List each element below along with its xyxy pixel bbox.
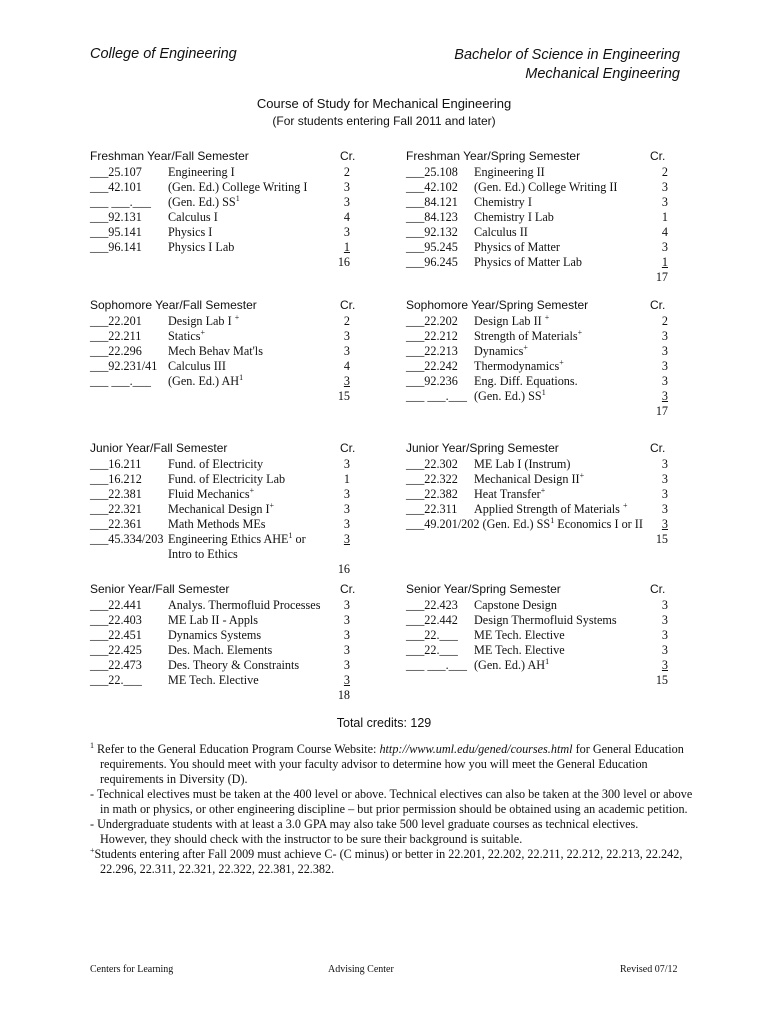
semester-freshman-fall [90, 149, 380, 270]
note-grad-courses-cont: However, they should check with the instructor to be sure their background is suitable. [100, 832, 523, 846]
semester-title: Sophomore Year/Fall Semester [90, 298, 257, 312]
semester-total-credits: 15 [655, 673, 668, 687]
course-name: Physics I Lab [168, 240, 235, 254]
course-code: ___22.212 [406, 329, 458, 343]
course-code: ___96.141 [90, 240, 142, 254]
semester-title: Senior Year/Spring Semester [406, 582, 561, 596]
note-tech-electives-cont: in math or physics, or other engineering discipline – but prior permission should be obtained using an academic petition. [100, 802, 688, 816]
course-code: ___22.442 [406, 613, 458, 627]
course-row [90, 598, 380, 613]
note-gen-ed-cont: requirements. You should meet with your faculty advisor to determine how you will meet the General Education [100, 757, 648, 771]
course-row [90, 225, 380, 240]
semester-total-row [406, 404, 696, 419]
course-name: ME Tech. Elective [474, 643, 565, 657]
course-row [90, 658, 380, 673]
course-row [406, 598, 696, 613]
course-row [90, 487, 380, 502]
degree-line-2: Mechanical Engineering [525, 66, 680, 82]
credit-column-label: Cr. [650, 441, 666, 455]
course-row [406, 255, 696, 270]
semester-total-credits: 17 [655, 404, 668, 418]
semester-total-row [90, 389, 380, 404]
course-name: Applied Strength of Materials + [474, 500, 628, 516]
course-name: Calculus II [474, 225, 528, 239]
course-row [90, 314, 380, 329]
credit-column-label: Cr. [650, 149, 666, 163]
course-name: Engineering I [168, 165, 235, 179]
course-name: Statics+ [168, 327, 206, 343]
semester-heading [90, 441, 380, 457]
course-name: Heat Transfer+ [474, 485, 546, 501]
credit-column-label: Cr. [650, 582, 666, 596]
course-credits: 3 [661, 329, 668, 343]
course-code: ___22.361 [90, 517, 142, 531]
course-row [90, 329, 380, 344]
course-code: ___22.441 [90, 598, 142, 612]
course-row [406, 165, 696, 180]
course-credits: 3 [343, 643, 350, 657]
course-credits: 3 [343, 598, 350, 612]
gen-ed-url[interactable]: http://www.uml.edu/gened/courses.html [379, 742, 573, 756]
course-credits: 1 [661, 255, 668, 269]
footer-center: Advising Center [328, 964, 394, 975]
course-code: ___22.296 [90, 344, 142, 358]
course-credits: 2 [661, 165, 668, 179]
course-code: ___22.201 [90, 314, 142, 328]
course-row [90, 673, 380, 688]
course-code: ___22.302 [406, 457, 458, 471]
course-code: ___25.107 [90, 165, 142, 179]
course-row [406, 314, 696, 329]
course-row [90, 517, 380, 532]
course-credits: 3 [343, 658, 350, 672]
course-code: ___ ___.___ [406, 389, 467, 403]
course-code: ___22.473 [90, 658, 142, 672]
course-row [406, 180, 696, 195]
course-name: ME Tech. Elective [168, 673, 259, 687]
course-row [406, 240, 696, 255]
course-name: Des. Mach. Elements [168, 643, 273, 657]
course-credits: 3 [661, 487, 668, 501]
course-credits: 1 [661, 210, 668, 224]
course-name: Physics of Matter Lab [474, 255, 582, 269]
course-name: Eng. Diff. Equations. [474, 374, 578, 388]
page-title: Course of Study for Mechanical Engineering [256, 96, 512, 111]
course-code: ___22.321 [90, 502, 142, 516]
credit-column-label: Cr. [650, 298, 666, 312]
course-row [406, 225, 696, 240]
course-row [90, 210, 380, 225]
course-credits: 3 [343, 673, 350, 687]
credit-column-label: Cr. [340, 582, 356, 596]
semester-total-credits: 15 [655, 532, 668, 546]
course-row [90, 532, 380, 547]
semester-title: Freshman Year/Fall Semester [90, 149, 249, 163]
course-code: ___ ___.___ [90, 195, 151, 209]
course-code: ___22.322 [406, 472, 458, 486]
course-name: ME Lab I (Instrum) [474, 457, 571, 471]
course-row [406, 457, 696, 472]
course-credits: 3 [661, 180, 668, 194]
course-row [406, 643, 696, 658]
course-row [406, 210, 696, 225]
course-code: ___22.213 [406, 344, 458, 358]
semester-heading [406, 582, 696, 598]
semester-title: Junior Year/Spring Semester [406, 441, 559, 455]
course-credits: 3 [343, 344, 350, 358]
course-credits: 2 [661, 314, 668, 328]
course-code: ___25.108 [406, 165, 458, 179]
course-name: Mechanical Design I+ [168, 500, 275, 516]
semester-title: Sophomore Year/Spring Semester [406, 298, 589, 312]
course-name: Design Lab I + [168, 312, 240, 328]
course-row [90, 628, 380, 643]
course-code: ___16.211 [90, 457, 142, 471]
footer-right: Revised 07/12 [620, 964, 678, 975]
course-code: ___ ___.___ [406, 658, 467, 672]
course-credits: 3 [661, 658, 668, 672]
course-credits: 1 [343, 472, 350, 486]
course-credits: 3 [661, 195, 668, 209]
course-row [90, 472, 380, 487]
course-row [90, 180, 380, 195]
course-name: Calculus I [168, 210, 218, 224]
course-name: Capstone Design [474, 598, 557, 612]
course-code: ___92.132 [406, 225, 458, 239]
course-credits: 2 [343, 314, 350, 328]
course-credits: 3 [343, 628, 350, 642]
total-credits: Total credits: 129 [336, 716, 432, 730]
course-name: Math Methods MEs [168, 517, 266, 531]
note-min-grade-cont: 22.296, 22.311, 22.321, 22.322, 22.381, 22.382. [100, 862, 335, 876]
semester-junior-fall [90, 441, 380, 577]
course-code: ___95.245 [406, 240, 458, 254]
course-name: Des. Theory & Constraints [168, 658, 300, 672]
course-row [90, 359, 380, 374]
course-name: (Gen. Ed.) $AH^1$ [474, 656, 550, 672]
semester-freshman-spring [406, 149, 696, 285]
course-code: ___22.202 [406, 314, 458, 328]
course-row [90, 502, 380, 517]
course-name: Mechanical Design II+ [474, 470, 585, 486]
course-row [406, 658, 696, 673]
course-name: Chemistry I [474, 195, 532, 209]
semester-total-credits: 18 [337, 688, 350, 702]
course-row [90, 165, 380, 180]
course-credits: 3 [661, 517, 668, 531]
course-code: ___22.242 [406, 359, 458, 373]
course-code: ___92.231/41 [90, 359, 158, 373]
course-code: ___84.123 [406, 210, 458, 224]
course-row [90, 344, 380, 359]
course-code: ___22.451 [90, 628, 142, 642]
course-row [406, 628, 696, 643]
course-name: (Gen. Ed.) $SS^1$ [168, 193, 240, 209]
course-name: Calculus III [168, 359, 226, 373]
course-credits: 3 [343, 180, 350, 194]
course-name: Dynamics+ [474, 342, 528, 358]
course-name: Chemistry I Lab [474, 210, 554, 224]
course-credits: 3 [661, 359, 668, 373]
semester-title: Junior Year/Fall Semester [90, 441, 228, 455]
college-name: College of Engineering [90, 46, 237, 62]
course-row [406, 502, 696, 517]
semester-total-row [406, 673, 696, 688]
course-row [406, 374, 696, 389]
semester-total-row [90, 562, 380, 577]
course-name: (Gen. Ed.) College Writing I [168, 180, 308, 194]
course-row [90, 613, 380, 628]
semester-heading [406, 298, 696, 314]
note-tech-electives: - Technical electives must be taken at the 400 level or above. Technical electives can also be taken at the 300 level or above [90, 787, 693, 801]
course-code: ___22.___ [406, 628, 458, 642]
degree-line-1: Bachelor of Science in Engineering [454, 47, 680, 63]
page-subtitle: (For students entering Fall 2011 and later) [272, 114, 496, 128]
semester-total-row [90, 688, 380, 703]
semester-heading [406, 441, 696, 457]
course-code: ___95.141 [90, 225, 142, 239]
course-row [406, 487, 696, 502]
footer-left: Centers for Learning [90, 964, 174, 975]
semester-total-row [406, 270, 696, 285]
course-credits: 3 [661, 389, 668, 403]
course-credits: 3 [661, 240, 668, 254]
course-name: Mech Behav Mat'ls [168, 344, 263, 358]
course-code: ___16.212 [90, 472, 142, 486]
course-row [90, 547, 380, 562]
semester-sophomore-fall [90, 298, 380, 404]
course-name: (Gen. Ed.) $AH^1$ [168, 372, 244, 388]
course-credits: 1 [343, 240, 350, 254]
semester-sophomore-spring [406, 298, 696, 419]
course-code: ___84.121 [406, 195, 458, 209]
course-code: ___22.211 [90, 329, 142, 343]
note-grad-courses: - Undergraduate students with at least a 3.0 GPA may also take 500 level graduate courses as technical electives. [90, 817, 639, 831]
semester-total-row [90, 255, 380, 270]
course-credits: 3 [343, 517, 350, 531]
note-gen-ed-cont2: requirements in Diversity (D). [100, 772, 248, 786]
course-credits: 3 [661, 374, 668, 388]
semester-junior-spring [406, 441, 696, 547]
semester-total-credits: 16 [337, 255, 350, 269]
course-code: ___45.334/203 [90, 532, 164, 546]
semester-total-row [406, 532, 696, 547]
course-code: ___22.403 [90, 613, 142, 627]
course-credits: 4 [343, 210, 350, 224]
course-credits: 3 [661, 643, 668, 657]
course-code: ___42.101 [90, 180, 142, 194]
semester-total-credits: 17 [655, 270, 668, 284]
course-row [406, 472, 696, 487]
course-name: Design Lab II + [474, 312, 550, 328]
course-row [406, 359, 696, 374]
semester-title: Freshman Year/Spring Semester [406, 149, 581, 163]
course-row [406, 389, 696, 404]
course-code: ___22.311 [406, 502, 458, 516]
course-credits: 3 [661, 628, 668, 642]
course-name: (Gen. Ed.) College Writing II [474, 180, 618, 194]
course-row [406, 344, 696, 359]
course-name: Strength of Materials+ [474, 327, 583, 343]
course-row [90, 643, 380, 658]
course-row [406, 517, 696, 532]
course-name: Physics I [168, 225, 213, 239]
course-name: ME Tech. Elective [474, 628, 565, 642]
course-code: ___22.381 [90, 487, 142, 501]
semester-heading [90, 582, 380, 598]
semester-heading [90, 149, 380, 165]
course-name: Engineering II [474, 165, 545, 179]
course-credits: 4 [343, 359, 350, 373]
course-credits: 3 [343, 374, 350, 388]
course-name: ME Lab II - Appls [168, 613, 259, 627]
footnotes [90, 742, 730, 877]
course-credits: 3 [343, 502, 350, 516]
course-credits: 3 [343, 487, 350, 501]
semester-heading [90, 298, 380, 314]
course-credits: 3 [343, 195, 350, 209]
course-name: Intro to Ethics [168, 547, 238, 561]
course-code: ___22.___ [90, 673, 142, 687]
course-name: Engineering Ethics AHE$^1$ or [168, 530, 306, 546]
course-code: ___42.102 [406, 180, 458, 194]
credit-column-label: Cr. [340, 441, 356, 455]
course-row [90, 457, 380, 472]
course-row [90, 240, 380, 255]
course-credits: 2 [343, 165, 350, 179]
course-code: ___22.425 [90, 643, 142, 657]
semester-total-credits: 16 [337, 562, 350, 576]
course-row [406, 329, 696, 344]
course-credits: 3 [343, 457, 350, 471]
course-name: Dynamics Systems [168, 628, 262, 642]
course-name: Thermodynamics+ [474, 357, 564, 373]
semester-senior-fall [90, 582, 380, 703]
course-code: ___ ___.___ [90, 374, 151, 388]
course-row [406, 195, 696, 210]
course-row [406, 613, 696, 628]
course-name: Fluid Mechanics+ [168, 485, 255, 501]
course-credits: 3 [661, 457, 668, 471]
course-credits: 3 [661, 502, 668, 516]
course-name: Design Thermofluid Systems [474, 613, 617, 627]
course-code: ___22.___ [406, 643, 458, 657]
course-credits: 3 [661, 344, 668, 358]
semester-total-credits: 15 [337, 389, 350, 403]
course-credits: 3 [343, 225, 350, 239]
course-credits: 3 [343, 532, 350, 546]
note-min-grade: +Students entering after Fall 2009 must achieve C- (C minus) or better in 22.201, 22.202, 22.211, 22.212, 22.213, 22.242, [90, 845, 683, 861]
course-credits: 3 [661, 613, 668, 627]
semester-senior-spring [406, 582, 696, 688]
degree-title [454, 46, 680, 84]
course-row [90, 374, 380, 389]
course-code: ___96.245 [406, 255, 458, 269]
course-credits: 3 [661, 598, 668, 612]
semester-title: Senior Year/Fall Semester [90, 582, 230, 596]
course-credits: 3 [343, 329, 350, 343]
course-row [90, 195, 380, 210]
course-code: ___92.131 [90, 210, 142, 224]
course-code: ___49.201/202 (Gen. Ed.) $SS^1$ Economics I or II [406, 515, 643, 531]
course-name: Fund. of Electricity Lab [168, 472, 286, 486]
course-credits: 4 [661, 225, 668, 239]
course-credits: 3 [661, 472, 668, 486]
course-name: Analys. Thermofluid Processes [168, 598, 321, 612]
course-name: Fund. of Electricity [168, 457, 264, 471]
course-name: (Gen. Ed.) $SS^1$ [474, 387, 546, 403]
credit-column-label: Cr. [340, 298, 356, 312]
note-gen-ed: $^1$ Refer to the General Education Program Course Website: http://www.uml.edu/gened/courses.html for General Education [90, 740, 684, 756]
course-credits: 3 [343, 613, 350, 627]
course-code: ___22.382 [406, 487, 458, 501]
credit-column-label: Cr. [340, 149, 356, 163]
semester-heading [406, 149, 696, 165]
course-code: ___92.236 [406, 374, 458, 388]
course-name: Physics of Matter [474, 240, 560, 254]
course-code: ___22.423 [406, 598, 458, 612]
